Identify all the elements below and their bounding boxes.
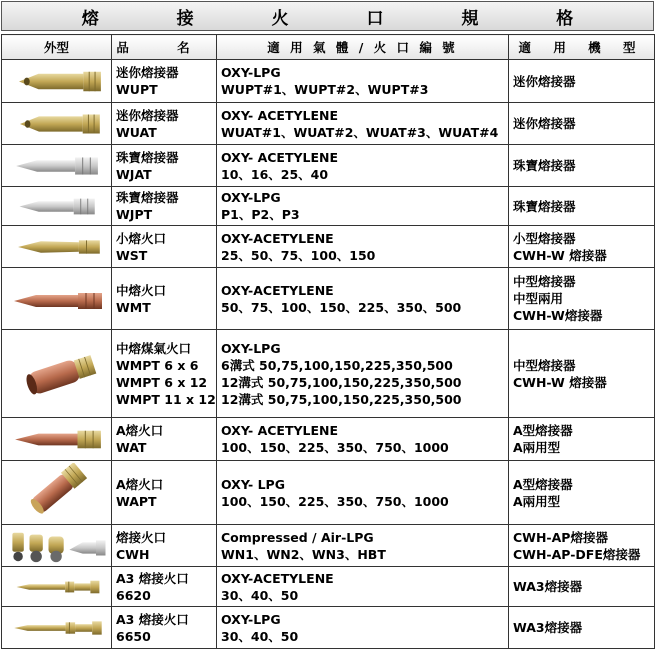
machine-cell — [509, 567, 655, 607]
machine-cell-line: 中型熔接器 — [513, 274, 576, 289]
table-row — [2, 60, 655, 103]
table-title: 熔 接 火 口 規 格 — [81, 8, 610, 29]
product-name-cell-line: 珠寶熔接器 — [116, 149, 179, 165]
gas-spec-cell-line: OXY-LPG — [221, 190, 281, 205]
machine-cell-line: 珠寶熔接器 — [513, 158, 576, 173]
machine-cell — [509, 60, 655, 103]
small-welding-nozzle-icon — [6, 228, 110, 266]
table-row — [2, 187, 655, 226]
gas-spec-cell-line: OXY-LPG — [221, 611, 281, 627]
table-row — [2, 567, 655, 607]
shape-cell — [2, 103, 112, 145]
gas-spec-cell-line: WN1、WN2、WN3、HBT — [221, 546, 386, 562]
product-name-cell-line: 迷你熔接器 — [116, 65, 179, 80]
table-row — [2, 607, 655, 649]
shape-cell — [2, 330, 112, 418]
table-row — [2, 330, 655, 418]
gas-spec-cell-line: OXY-ACETYLENE — [221, 230, 334, 246]
gas-spec-cell-line: OXY-LPG — [221, 65, 281, 80]
machine-cell-line: CWH-W 熔接器 — [513, 247, 607, 263]
product-name-cell — [112, 226, 217, 268]
product-name-cell — [112, 145, 217, 187]
a-welding-nozzle-icon — [6, 420, 110, 459]
gas-spec-cell-line: 50、75、100、150、225、350、500 — [221, 299, 462, 315]
machine-cell — [509, 330, 655, 418]
table-title-bar — [1, 1, 654, 31]
product-name-cell — [112, 607, 217, 649]
product-name-cell-line: WMPT 11 x 12 — [116, 391, 216, 407]
gas-spec-cell-line: 25、50、75、100、150 — [221, 247, 376, 263]
machine-cell-line: 迷你熔接器 — [513, 116, 576, 131]
gas-spec-cell — [217, 567, 509, 607]
header-name-label: 品 名 — [116, 40, 212, 55]
table-row — [2, 525, 655, 567]
shape-cell — [2, 60, 112, 103]
product-name-cell-line: WST — [116, 247, 148, 263]
product-name-cell-line: 中熔火口 — [116, 282, 167, 298]
machine-cell — [509, 103, 655, 145]
product-name-cell-line: WJPT — [116, 207, 153, 222]
machine-cell-line: A型熔接器 — [513, 476, 573, 492]
product-name-cell — [112, 567, 217, 607]
welding-nozzle-set-icon — [6, 527, 110, 565]
gas-spec-cell-line: 100、150、225、350、750、1000 — [221, 440, 449, 455]
gas-spec-cell — [217, 418, 509, 461]
gas-spec-cell — [217, 330, 509, 418]
product-name-cell-line: 小熔火口 — [116, 230, 167, 246]
table-row — [2, 226, 655, 268]
machine-cell-line: WA3熔接器 — [513, 579, 583, 594]
machine-cell — [509, 187, 655, 226]
product-name-cell-line: WJAT — [116, 166, 152, 182]
product-name-cell — [112, 60, 217, 103]
machine-cell-line: CWH-AP熔接器 — [513, 529, 608, 545]
jewelry-welding-tip-icon — [6, 147, 110, 185]
table-row — [2, 103, 655, 145]
shape-cell — [2, 567, 112, 607]
a-gas-welding-nozzle-icon — [6, 463, 110, 523]
product-name-cell-line: WUAT — [116, 124, 157, 140]
product-name-cell-line: 迷你熔接器 — [116, 107, 179, 123]
product-name-cell — [112, 268, 217, 330]
product-name-cell-line: 熔接火口 — [116, 529, 167, 545]
machine-cell — [509, 145, 655, 187]
product-name-cell-line: 珠寶熔接器 — [116, 190, 179, 205]
shape-cell — [2, 607, 112, 649]
product-name-cell-line: 6620 — [116, 587, 151, 603]
a3-welding-nozzle-icon — [6, 569, 110, 605]
gas-spec-cell — [217, 103, 509, 145]
gas-spec-cell — [217, 525, 509, 567]
product-name-cell — [112, 187, 217, 226]
product-name-cell-line: 6650 — [116, 628, 151, 644]
machine-cell-line: 迷你熔接器 — [513, 73, 576, 89]
machine-cell-line: CWH-W熔接器 — [513, 308, 603, 323]
machine-cell-line: WA3熔接器 — [513, 620, 583, 635]
machine-cell — [509, 226, 655, 268]
machine-cell-line: A型熔接器 — [513, 423, 573, 438]
product-name-cell-line: CWH — [116, 546, 150, 562]
gas-spec-cell-line: OXY- LPG — [221, 476, 285, 492]
table-row — [2, 268, 655, 330]
header-shape: 外型 — [2, 35, 112, 60]
gas-spec-cell — [217, 226, 509, 268]
gas-spec-cell-line: OXY-ACETYLENE — [221, 282, 334, 298]
machine-cell-line: A兩用型 — [513, 493, 561, 509]
machine-cell-line: A兩用型 — [513, 440, 561, 455]
gas-spec-cell-line: Compressed / Air-LPG — [221, 529, 374, 545]
machine-cell-line: 中型熔接器 — [513, 357, 576, 373]
machine-cell-line: CWH-W 熔接器 — [513, 374, 607, 390]
header-row — [2, 35, 655, 60]
machine-cell — [509, 461, 655, 525]
jewelry-welding-tip-icon — [6, 189, 110, 224]
gas-spec-cell-line: P1、P2、P3 — [221, 207, 300, 222]
gas-spec-cell-line: 30、40、50 — [221, 628, 299, 644]
shape-cell — [2, 525, 112, 567]
a3-welding-nozzle-icon — [6, 609, 110, 647]
gas-spec-cell — [217, 461, 509, 525]
product-name-cell-line: WMPT 6 x 12 — [116, 374, 208, 390]
table-row — [2, 418, 655, 461]
machine-cell-line: 中型兩用 — [513, 291, 564, 306]
mini-welding-tip-icon — [6, 105, 110, 143]
shape-cell — [2, 145, 112, 187]
header-name — [112, 35, 217, 60]
product-name-cell-line: WAT — [116, 440, 147, 455]
table-row — [2, 461, 655, 525]
gas-spec-cell — [217, 187, 509, 226]
shape-cell — [2, 187, 112, 226]
product-name-cell — [112, 103, 217, 145]
gas-spec-cell-line: OXY-ACETYLENE — [221, 570, 334, 586]
product-name-cell-line: WAPT — [116, 493, 157, 509]
medium-welding-nozzle-icon — [6, 270, 110, 328]
gas-spec-cell-line: OXY-LPG — [221, 340, 281, 356]
gas-spec-cell-line: 6溝式 50,75,100,150,225,350,500 — [221, 357, 453, 373]
table-row — [2, 145, 655, 187]
gas-spec-cell-line: 12溝式 50,75,100,150,225,350,500 — [221, 374, 462, 390]
machine-cell-line: 珠寶熔接器 — [513, 198, 576, 214]
machine-cell — [509, 418, 655, 461]
product-name-cell-line: A3 熔接火口 — [116, 570, 189, 586]
shape-cell — [2, 226, 112, 268]
gas-spec-cell-line: WUAT#1、WUAT#2、WUAT#3、WUAT#4 — [221, 124, 499, 140]
shape-cell — [2, 268, 112, 330]
machine-cell — [509, 607, 655, 649]
product-name-cell-line: A3 熔接火口 — [116, 611, 189, 627]
gas-spec-cell-line: 30、40、50 — [221, 587, 299, 603]
header-machine: 適 用 機 型 — [509, 35, 655, 60]
shape-cell — [2, 461, 112, 525]
machine-cell — [509, 268, 655, 330]
product-name-cell — [112, 525, 217, 567]
gas-spec-cell-line: OXY- ACETYLENE — [221, 149, 339, 165]
product-name-cell-line: WMPT 6 x 6 — [116, 357, 199, 373]
product-name-cell — [112, 418, 217, 461]
welding-tip-spec-table — [1, 34, 655, 649]
product-name-cell — [112, 461, 217, 525]
gas-spec-cell-line: OXY- ACETYLENE — [221, 107, 339, 123]
gas-spec-cell-line: 100、150、225、350、750、1000 — [221, 493, 449, 509]
machine-cell — [509, 525, 655, 567]
gas-spec-cell — [217, 268, 509, 330]
product-name-cell-line: A熔火口 — [116, 423, 164, 438]
gas-spec-cell-line: WUPT#1、WUPT#2、WUPT#3 — [221, 82, 429, 97]
mini-welding-tip-icon — [6, 62, 110, 101]
gas-spec-cell — [217, 607, 509, 649]
gas-spec-cell — [217, 145, 509, 187]
machine-cell-line: CWH-AP-DFE熔接器 — [513, 546, 641, 562]
product-name-cell-line: 中熔煤氣火口 — [116, 340, 192, 356]
header-spec: 適 用 氣 體 / 火 口 編 號 — [217, 35, 509, 60]
product-name-cell-line: A熔火口 — [116, 476, 164, 492]
gas-welding-nozzle-icon — [6, 339, 110, 409]
gas-spec-cell-line: 10、16、25、40 — [221, 166, 329, 182]
gas-spec-cell-line: OXY- ACETYLENE — [221, 423, 339, 438]
product-name-cell-line: WUPT — [116, 82, 158, 97]
gas-spec-cell — [217, 60, 509, 103]
shape-cell — [2, 418, 112, 461]
product-name-cell-line: WMT — [116, 299, 151, 315]
gas-spec-cell-line: 12溝式 50,75,100,150,225,350,500 — [221, 391, 462, 407]
product-name-cell — [112, 330, 217, 418]
machine-cell-line: 小型熔接器 — [513, 230, 576, 246]
